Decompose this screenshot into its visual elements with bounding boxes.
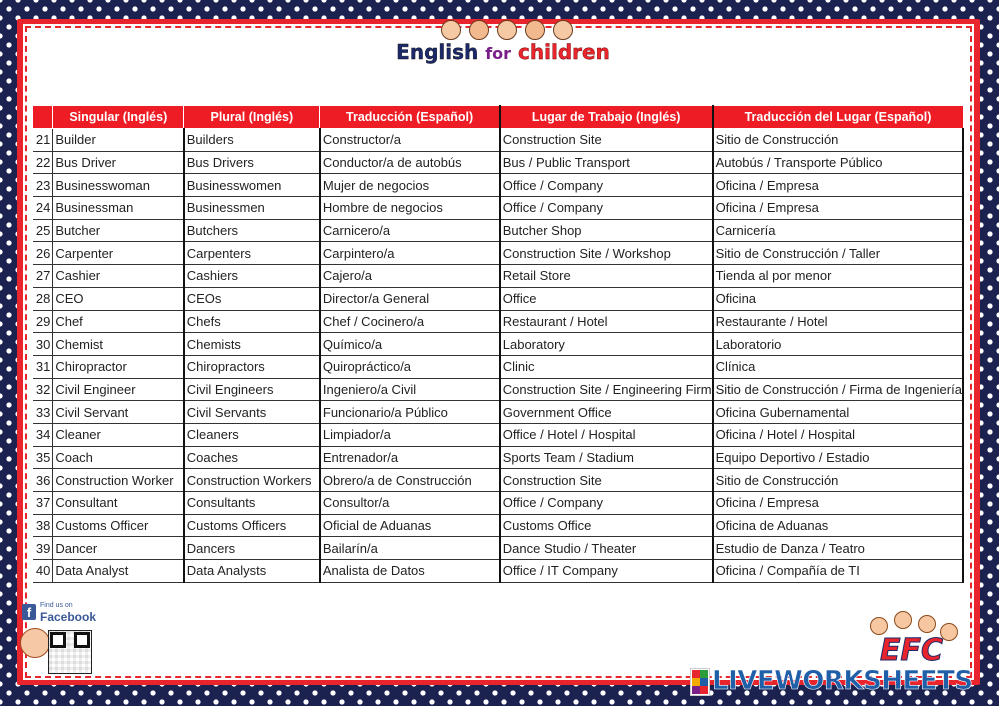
cell-row-number: 35	[33, 446, 53, 469]
table-row	[33, 401, 964, 424]
cell-workplace-translation: Restaurante / Hotel	[713, 310, 963, 333]
cell-singular: Civil Engineer	[53, 378, 184, 401]
cell-plural: Chiropractors	[184, 355, 320, 378]
cell-row-number: 36	[33, 469, 53, 492]
cell-translation: Mujer de negocios	[320, 174, 500, 197]
cell-plural: Businessmen	[184, 197, 320, 220]
cell-row-number: 21	[33, 129, 53, 152]
cell-workplace: Sports Team / Stadium	[500, 446, 713, 469]
cell-row-number: 22	[33, 151, 53, 174]
cell-workplace-translation: Oficina de Aduanas	[713, 514, 963, 537]
table-header-row	[33, 106, 964, 129]
header-workplace: Lugar de Trabajo (Inglés)	[500, 106, 713, 129]
cell-singular: Chemist	[53, 333, 184, 356]
table-row	[33, 129, 964, 152]
cell-row-number: 38	[33, 514, 53, 537]
title-for: for	[485, 44, 512, 63]
facebook-icon[interactable]: f	[22, 604, 36, 620]
table-row	[33, 310, 964, 333]
cell-singular: Cashier	[53, 265, 184, 288]
cell-workplace: Office / Company	[500, 492, 713, 515]
cell-workplace: Customs Office	[500, 514, 713, 537]
facebook-find-us: Find us on	[40, 602, 73, 609]
table-row	[33, 378, 964, 401]
cell-translation: Carpintero/a	[320, 242, 500, 265]
cell-singular: Data Analyst	[53, 560, 184, 583]
header-workplace-translation: Traducción del Lugar (Español)	[713, 106, 963, 129]
cell-singular: Chiropractor	[53, 355, 184, 378]
cell-translation: Hombre de negocios	[320, 197, 500, 220]
cell-workplace: Butcher Shop	[500, 219, 713, 242]
cell-row-number: 25	[33, 219, 53, 242]
header-number	[33, 106, 53, 129]
cell-plural: Consultants	[184, 492, 320, 515]
cell-workplace: Construction Site	[500, 129, 713, 152]
cell-plural: Coaches	[184, 446, 320, 469]
cell-translation: Director/a General	[320, 287, 500, 310]
cell-singular: Coach	[53, 446, 184, 469]
cell-singular: Dancer	[53, 537, 184, 560]
cell-row-number: 34	[33, 423, 53, 446]
cell-translation: Oficial de Aduanas	[320, 514, 500, 537]
cell-workplace-translation: Oficina / Hotel / Hospital	[713, 423, 963, 446]
table-row	[33, 492, 964, 515]
title-english: English	[396, 40, 479, 64]
facebook-label[interactable]: Facebook	[40, 610, 97, 624]
cell-translation: Analista de Datos	[320, 560, 500, 583]
cell-workplace: Bus / Public Transport	[500, 151, 713, 174]
cell-plural: Bus Drivers	[184, 151, 320, 174]
cell-plural: Chefs	[184, 310, 320, 333]
cell-workplace-translation: Oficina / Empresa	[713, 492, 963, 515]
cell-workplace: Office / IT Company	[500, 560, 713, 583]
cell-plural: Dancers	[184, 537, 320, 560]
liveworksheets-badge-icon	[690, 668, 710, 696]
cell-workplace: Laboratory	[500, 333, 713, 356]
cell-plural: Chemists	[184, 333, 320, 356]
cell-row-number: 28	[33, 287, 53, 310]
cell-workplace-translation: Autobús / Transporte Público	[713, 151, 963, 174]
cell-translation: Bailarín/a	[320, 537, 500, 560]
cell-row-number: 29	[33, 310, 53, 333]
cell-translation: Constructor/a	[320, 129, 500, 152]
cell-translation: Obrero/a de Construcción	[320, 469, 500, 492]
cell-plural: Civil Engineers	[184, 378, 320, 401]
cell-workplace-translation: Laboratorio	[713, 333, 963, 356]
cell-workplace-translation: Carnicería	[713, 219, 963, 242]
cell-row-number: 24	[33, 197, 53, 220]
page-title	[383, 40, 623, 64]
cell-workplace-translation: Clínica	[713, 355, 963, 378]
table-row	[33, 242, 964, 265]
title-children: children	[518, 40, 610, 64]
cell-workplace: Construction Site / Engineering Firm	[500, 378, 713, 401]
cell-translation: Chef / Cocinero/a	[320, 310, 500, 333]
cell-singular: Businesswoman	[53, 174, 184, 197]
cell-workplace: Restaurant / Hotel	[500, 310, 713, 333]
cell-singular: Construction Worker	[53, 469, 184, 492]
cell-workplace: Construction Site	[500, 469, 713, 492]
cell-row-number: 33	[33, 401, 53, 424]
cell-plural: Customs Officers	[184, 514, 320, 537]
cell-workplace: Office / Company	[500, 174, 713, 197]
table-row	[33, 287, 964, 310]
cell-singular: Businessman	[53, 197, 184, 220]
cell-workplace: Clinic	[500, 355, 713, 378]
cell-translation: Ingeniero/a Civil	[320, 378, 500, 401]
cell-singular: Cleaner	[53, 423, 184, 446]
cell-workplace-translation: Sitio de Construcción	[713, 129, 963, 152]
table-row	[33, 355, 964, 378]
qr-code-icon	[48, 630, 92, 674]
liveworksheets-text: LIVEWORKSHEETS	[712, 666, 973, 696]
cell-singular: Customs Officer	[53, 514, 184, 537]
cell-workplace-translation: Sitio de Construcción	[713, 469, 963, 492]
cell-workplace: Office / Company	[500, 197, 713, 220]
table-row	[33, 446, 964, 469]
table-row	[33, 514, 964, 537]
cell-workplace-translation: Oficina / Empresa	[713, 174, 963, 197]
cell-translation: Entrenador/a	[320, 446, 500, 469]
cell-workplace-translation: Oficina Gubernamental	[713, 401, 963, 424]
cell-row-number: 31	[33, 355, 53, 378]
cell-singular: Bus Driver	[53, 151, 184, 174]
cell-row-number: 37	[33, 492, 53, 515]
cell-workplace-translation: Oficina / Empresa	[713, 197, 963, 220]
cell-workplace-translation: Estudio de Danza / Teatro	[713, 537, 963, 560]
cell-plural: Butchers	[184, 219, 320, 242]
cell-row-number: 27	[33, 265, 53, 288]
cell-workplace-translation: Tienda al por menor	[713, 265, 963, 288]
efc-logo-text: EFC	[880, 633, 944, 668]
table-row	[33, 174, 964, 197]
cell-plural: Builders	[184, 129, 320, 152]
cell-workplace: Office	[500, 287, 713, 310]
cell-translation: Cajero/a	[320, 265, 500, 288]
cell-translation: Carnicero/a	[320, 219, 500, 242]
table-row	[33, 219, 964, 242]
table-row	[33, 469, 964, 492]
cell-singular: Chef	[53, 310, 184, 333]
cell-workplace-translation: Equipo Deportivo / Estadio	[713, 446, 963, 469]
cell-workplace: Retail Store	[500, 265, 713, 288]
table-row	[33, 560, 964, 583]
header-translation: Traducción (Español)	[320, 106, 500, 129]
cell-workplace-translation: Sitio de Construcción / Taller	[713, 242, 963, 265]
cell-workplace: Office / Hotel / Hospital	[500, 423, 713, 446]
cell-singular: Butcher	[53, 219, 184, 242]
cell-row-number: 32	[33, 378, 53, 401]
cell-workplace: Government Office	[500, 401, 713, 424]
table-row	[33, 265, 964, 288]
worksheet	[26, 30, 964, 675]
cell-row-number: 26	[33, 242, 53, 265]
cell-translation: Funcionario/a Público	[320, 401, 500, 424]
cell-plural: Businesswomen	[184, 174, 320, 197]
cell-workplace: Construction Site / Workshop	[500, 242, 713, 265]
child-mascot-icon	[20, 628, 50, 658]
cell-translation: Quiropráctico/a	[320, 355, 500, 378]
cell-translation: Limpiador/a	[320, 423, 500, 446]
cell-plural: Civil Servants	[184, 401, 320, 424]
header-plural: Plural (Inglés)	[184, 106, 320, 129]
cell-translation: Consultor/a	[320, 492, 500, 515]
cell-workplace-translation: Oficina	[713, 287, 963, 310]
cell-singular: CEO	[53, 287, 184, 310]
table-row	[33, 537, 964, 560]
cell-translation: Químico/a	[320, 333, 500, 356]
table-row	[33, 197, 964, 220]
liveworksheets-logo[interactable]	[690, 666, 990, 698]
cell-singular: Consultant	[53, 492, 184, 515]
cell-plural: Cleaners	[184, 423, 320, 446]
cell-plural: Data Analysts	[184, 560, 320, 583]
cell-plural: Cashiers	[184, 265, 320, 288]
table-row	[33, 423, 964, 446]
cell-workplace: Dance Studio / Theater	[500, 537, 713, 560]
cell-singular: Builder	[53, 129, 184, 152]
vocabulary-table	[32, 105, 964, 583]
header-singular: Singular (Inglés)	[53, 106, 184, 129]
cell-plural: Carpenters	[184, 242, 320, 265]
cell-row-number: 40	[33, 560, 53, 583]
cell-row-number: 23	[33, 174, 53, 197]
cell-singular: Civil Servant	[53, 401, 184, 424]
cell-workplace-translation: Sitio de Construcción / Firma de Ingeniería	[713, 378, 963, 401]
cell-workplace-translation: Oficina / Compañía de TI	[713, 560, 963, 583]
cell-plural: Construction Workers	[184, 469, 320, 492]
table-row	[33, 151, 964, 174]
cell-translation: Conductor/a de autobús	[320, 151, 500, 174]
table-row	[33, 333, 964, 356]
cell-singular: Carpenter	[53, 242, 184, 265]
cell-row-number: 30	[33, 333, 53, 356]
facebook-block	[22, 598, 142, 678]
cell-plural: CEOs	[184, 287, 320, 310]
cell-row-number: 39	[33, 537, 53, 560]
